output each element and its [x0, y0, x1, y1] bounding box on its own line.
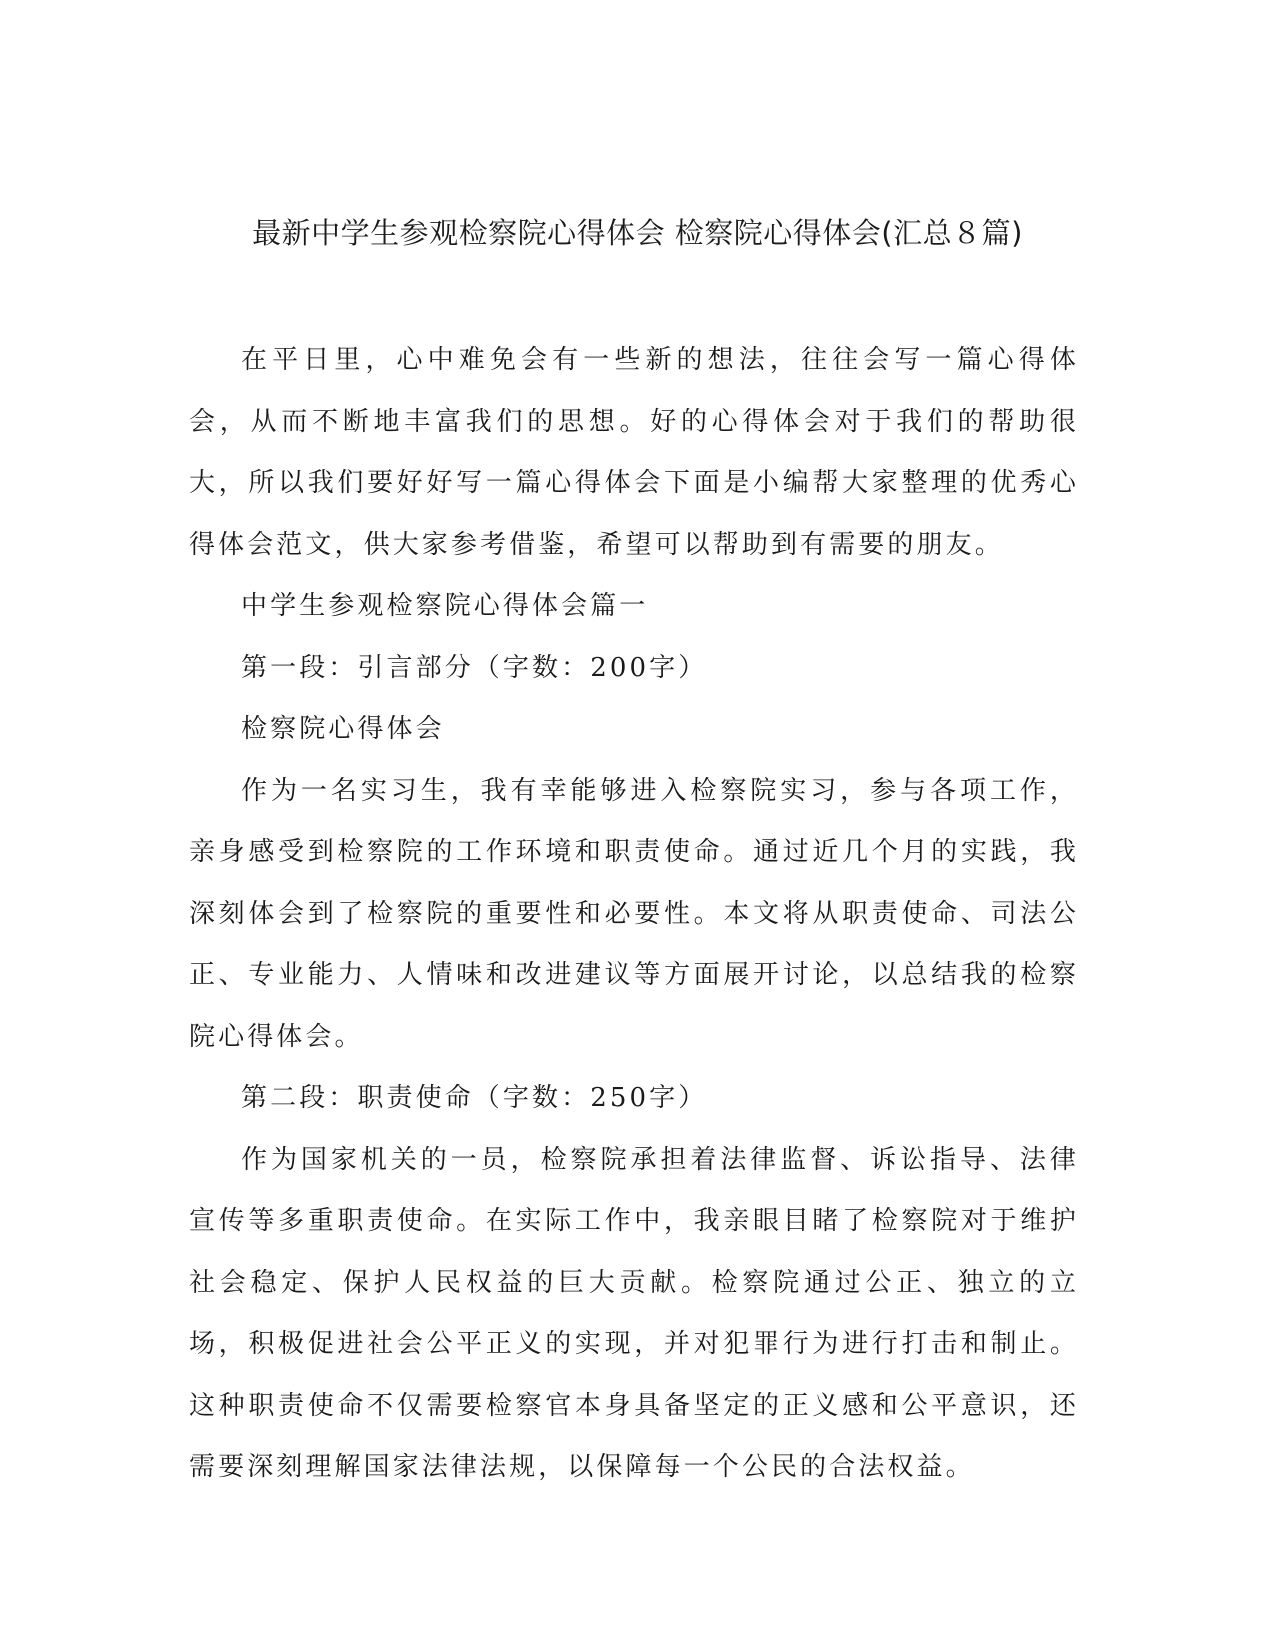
intro-paragraph: 在平日里，心中难免会有一些新的想法，往往会写一篇心得体会，从而不断地丰富我们的思想。好的心得体会对于我们的帮助很大，所以我们要好好写一篇心得体会下面是小编帮大家整理的优秀心得体会范文，供大家参考借鉴，希望可以帮助到有需要的朋友。 — [189, 345, 1079, 560]
subsection-heading: 第一段：引言部分（字数：200字） — [241, 652, 708, 683]
body-paragraph: 作为一名实习生，我有幸能够进入检察院实习，参与各项工作，亲身感受到检察院的工作环境和职责使命。通过近几个月的实践，我深刻体会到了检察院的重要性和必要性。本文将从职责使命、司法公正、专业能力、人情味和改进建议等方面展开讨论，以总结我的检察院心得体会。 — [189, 775, 1079, 1052]
subsection-heading: 第二段：职责使命（字数：250字） — [241, 1083, 708, 1113]
document-title: 最新中学生参观检察院心得体会 检察院心得体会(汇总８篇) — [252, 216, 1023, 250]
subsection-title: 检察院心得体会 — [241, 714, 445, 744]
section-heading: 中学生参观检察院心得体会篇一 — [241, 591, 649, 621]
body-paragraph: 作为国家机关的一员，检察院承担着法律监督、诉讼指导、法律宣传等多重职责使命。在实际工作中，我亲眼目睹了检察院对于维护社会稳定、保护人民权益的巨大贡献。检察院通过公正、独立的立场，积极促进社会公平正义的实现，并对犯罪行为进行打击和制止。这种职责使命不仅需要检察官本身具备坚定的正义感和公平意识，还需要深刻理解国家法律法规，以保障每一个公民的合法权益。 — [189, 1144, 1079, 1482]
document-body — [189, 330, 1079, 1499]
